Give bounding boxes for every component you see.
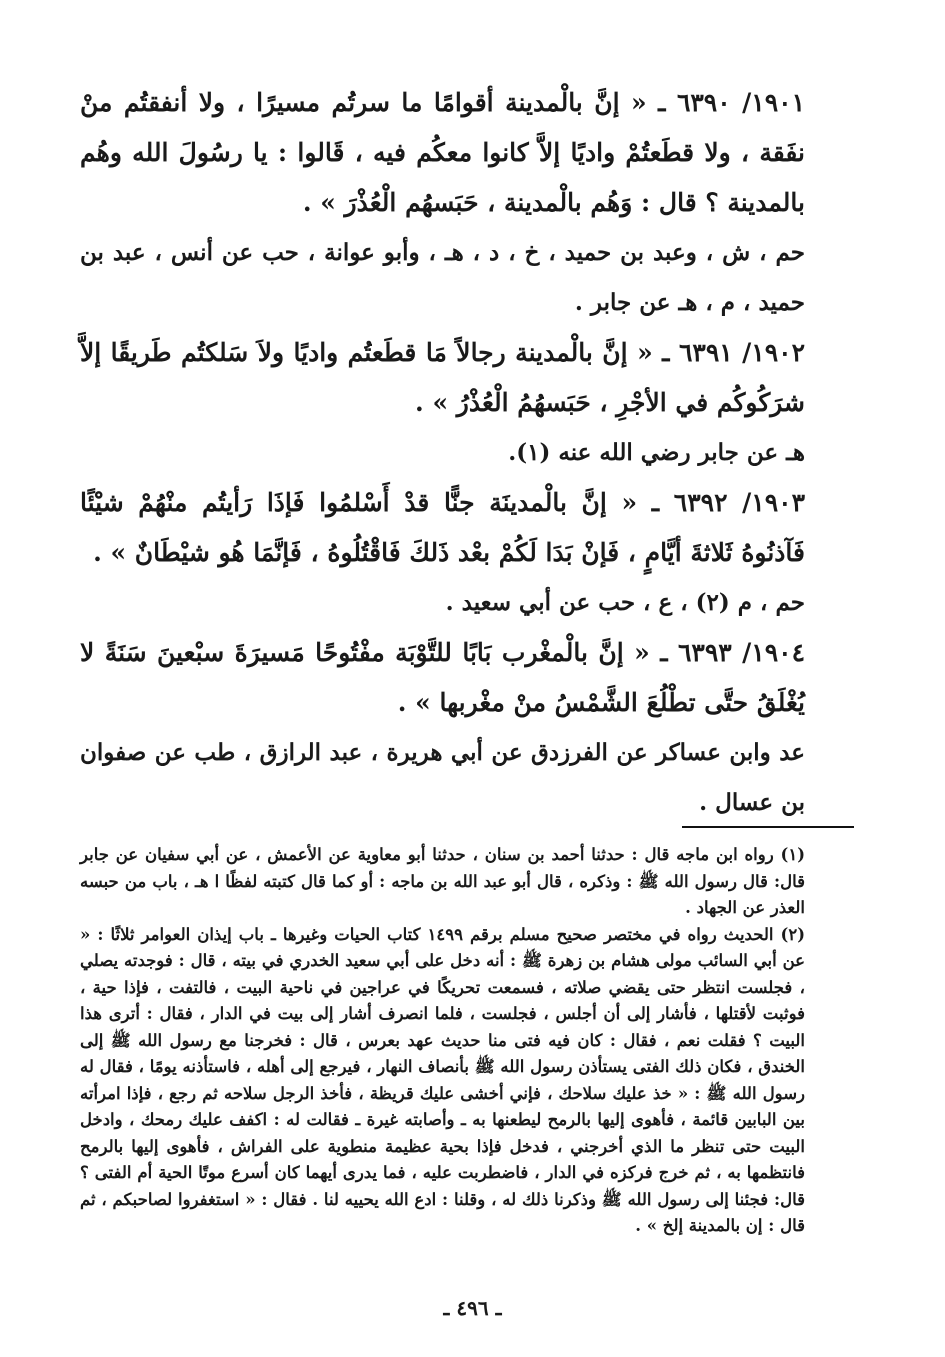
footnotes <box>80 842 805 1240</box>
main-text <box>80 78 805 828</box>
hadith-1902 <box>80 328 805 428</box>
footnote-divider <box>682 826 854 828</box>
page-number: ـ ٤٩٦ ـ <box>443 1296 502 1320</box>
hadith-text: « إنَّ بالْمدينَة جنًّا قدْ أَسْلمُوا فَإذَا رَأيتُم منْهُمْ شيْئًا فَآذنُوهُ ثَلاثةَ أيَّامٍ ، فَإنْ بَدَا لَكُمْ بعْد ذَلكَ فَاقْتُلُوهُ ، فَإنَّمَا هُو شيْطَانٌ » . <box>80 488 805 567</box>
hadith-number: ١٩٠١/ ٦٣٩٠ ـ <box>658 88 805 117</box>
hadith-1903 <box>80 478 805 578</box>
hadith-source: حم ، م (٢) ، ع ، حب عن أبي سعيد . <box>445 589 805 616</box>
hadith-number: ١٩٠٢/ ٦٣٩١ ـ <box>662 338 805 367</box>
hadith-text: « إنَّ بالْمغْرب بَابًا للتَّوْبَة مفْتُوحًا مَسيرَةَ سبْعينَ سَنَةً لا يُغْلَقُ حتَّى تطْلُعَ الشَّمْسُ منْ مغْربها » . <box>80 638 805 717</box>
hadith-number: ١٩٠٤/ ٦٣٩٣ ـ <box>660 638 805 667</box>
footnote-1: (١) رواه ابن ماجه قال : حدثنا أحمد بن سنان ، حدثنا أبو معاوية عن الأعمش ، عن أبي سفيان عن جابر قال: قال رسول الله ﷺ : وذكره ، قال أبو عبد الله بن ماجه : أو كما قال كتبته لفظًا ا هـ ، باب من حبسه العذر عن الجهاد . <box>80 845 805 917</box>
hadith-number: ١٩٠٣/ ٦٣٩٢ ـ <box>651 488 805 517</box>
hadith-text: « إنَّ بالْمدينة أقوامًا ما سرتُم مسيرًا ، ولا أنفقتُم منْ نفَقة ، ولا قطَعتُمْ واديًا إلاَّ كانوا معكُم فيه ، قَالوا : يا رسُولَ الله وهُم بالمدينة ؟ قال : وَهُم بالْمدينة ، حَبَسهُم الْعُذْرَ » . <box>80 88 805 217</box>
hadith-source: عد وابن عساكر عن الفرزدق عن أبي هريرة ، عبد الرازق ، طب عن صفوان بن عسال . <box>80 739 805 816</box>
hadith-1901 <box>80 78 805 228</box>
hadith-source: هـ عن جابر رضي الله عنه (١). <box>508 439 805 466</box>
hadith-text: « إنَّ بالْمدينة رجالاً مَا قطَعتُم واديًا ولاَ سَلكتُم طَريقًا إلاَّ شرَكُوكُم في الأجْرِ ، حَبَسهُمُ الْعُذْرُ » . <box>80 338 805 417</box>
hadith-1904 <box>80 628 805 728</box>
hadith-source: حم ، ش ، وعبد بن حميد ، خ ، د ، هـ ، وأبو عوانة ، حب عن أنس ، عبد بن حميد ، م ، هـ عن جابر . <box>80 239 805 316</box>
footnote-2: (٢) الحديث رواه في مختصر صحيح مسلم برقم ١٤٩٩ كتاب الحيات وغيرها ـ باب إيذان العوامر ثلاثًا : « عن أبي السائب مولى هشام بن زهرة ﷺ : أنه دخل على أبي سعيد الخدري في بيته ، قال : فوجدته يصلي ، فجلست انتظر حتى يقضي صلاته ، فسمعت تحريكًا في عراجين في ناحية البيت ، فالتفت ، فإذا حية ، فوثبت لأقتلها ، فأشار إلى أن أجلس ، فجلست ، فلما انصرف أشار إلى بيت في الدار ، فقال : أترى هذا البيت ؟ فقلت نعم ، فقال : كان فيه فتى منا حديث عهد بعرس ، قال : فخرجنا مع رسول الله ﷺ إلى الخندق ، فكان ذلك الفتى يستأذن رسول الله ﷺ بأنصاف النهار ، فيرجع إلى أهله ، فاستأذنه يومًا ، فقال له رسول الله ﷺ : « خذ عليك سلاحك ، فإني أخشى عليك قريظة ، فأخذ الرجل سلاحه ثم رجع ، فإذا امرأته بين البابين قائمة ، فأهوى إليها بالرمح ليطعنها به ـ وأصابته غيرة ـ فقالت له : اكفف عليك رمحك ، وادخل البيت حتى تنظر ما الذي أخرجني ، فدخل فإذا بحية عظيمة منطوية على الفراش ، فأهوى إليها بالرمح فانتظمها به ، ثم خرج فركزه في الدار ، فاضطربت عليه ، فما يدرى أيهما كان أسرع موتًا الحية أم الفتى ؟ قال: فجئنا إلى رسول الله ﷺ وذكرنا ذلك له ، وقلنا : ادع الله يحييه لنا . فقال : « استغفروا لصاحبكم ، ثم قال : إن بالمدينة إلخ » . <box>80 924 805 1235</box>
